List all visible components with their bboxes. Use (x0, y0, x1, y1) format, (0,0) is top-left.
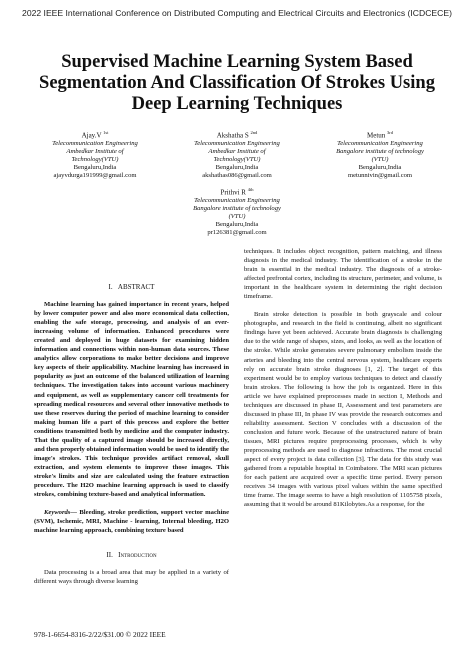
body-paragraph: Brain stroke detection is possible in both grayscale and colour photographs, and research in the field is continuing, albeit no significant findings have yet been achieved. Accurate brain diagnosis is challenging due to the wide range of shapes, sizes, and looks, as well as the location of the stroke. While stroke generates severe pulmonary embolism inside the arteries and bleeding into the central nervous system, healthcare experts rely on accurate brain stroke diagnoses [1, 2]. The target of this experiment would be to employ various techniques to detect and classify brain strokes. The following is how the job is organized. Here in this article we have explained preprocesses made in section I, Methods and techniques are discussed in phase II, Assessment and test parameters are discussed in phase III, In phase IV was provide the research outcomes and reliability assessment. Section V concludes with a discussion of the conclusion and future work. Because of the unstructured nature of brain tissues, MRI pictures require preprocessing processes, which is why preprocessing methods are used to diagnose infractions. The most crucial aspect of every project is data collection [3]. The data for this study was gathered from a reputable hospital in Coimbatore. The MRI scan pictures for each patient are acquired over a specific time period. Every person receives 34 images with various pixel values within the same specified time frame. The image seems to have a high resolution of 1105758 pixels, assuming that it would be around 81Kilobytes.As a response, for the (244, 311, 442, 509)
author-affiliation-line: Telecommunication Engineering (194, 197, 280, 205)
author-affiliation-line: Telecommunication Engineering (194, 140, 280, 148)
copyright-footer: 978-1-6654-8316-2/22/$31.00 © 2022 IEEE (34, 630, 166, 639)
keywords-label: Keywords— (44, 509, 77, 517)
author-name: Metun (366, 131, 386, 140)
abstract-heading (34, 283, 229, 292)
author-affiliation-line: Telecommunication Engineering (337, 140, 423, 148)
author-city: Bengaluru,India (215, 220, 259, 228)
author-name: Ajay.V (81, 131, 102, 140)
author-city: Bengaluru,India (73, 163, 117, 171)
author-block-2 (172, 129, 302, 180)
author-name: Prithvi R (220, 188, 246, 197)
body-paragraph: techniques. It includes object recognition, pattern matching, and illness diagnosis in the medical industry. The identification of a stroke in the brain is essential in the medical industry. The diagnosis of a stroke-affected prefrontal cortex, including its structure, perimeter, and volume, is important in the healthcare system in determining the right decision timeframe. (244, 248, 442, 301)
author-affiliation-line: Ambedkar Institute of (66, 148, 124, 156)
paper-title: Supervised Machine Learning System Based Segmentation And Classification Of Strokes Using Deep Learning Techniques (39, 52, 435, 114)
section-title: Introduction (118, 551, 157, 560)
section-title: ABSTRACT (117, 283, 155, 291)
author-city: Bengaluru,India (215, 163, 259, 171)
introduction-heading (34, 551, 229, 560)
right-column (244, 247, 442, 518)
author-order: 4th (247, 187, 254, 192)
abstract-text: Machine learning has gained importance in recent years, helped by lower computer power and also more economical data collection, enabling the safe storage, processing, and analysis of an ever-increasing volume of information. Enhanced procedures were created and deployed in huge datasets for examining hidden information and connections within non-human data sources. These analytics allow corporations to make better decisions and improve key aspects of their applicability. Machine learning has increased in popularity as just an outcome of the balanced utilization of learning techniques. The investigation takes into account various machinery and equipment, as well as supplementary cancer cell treatments for spreading medical resources and several other innovative methods to use these reserves during the period of machine learning to consider making human life a part of this process and explore the better conditions transmitted both by medicine and the computer industry. That the quality of a captured image should be increased directly, and then properly obtained information would be used to identify the image's strokes. This technique provides artifact removal, skull extraction, and system elements to improve those images. This stroke's limits and size are calculated using the feature extraction procedure. The H2O machine learning approach is used to classify strokes, combining texture-based and analytical information. (34, 301, 229, 499)
author-order: 3rd (387, 130, 394, 135)
author-affiliation-line: Bangalore institute of technology (193, 205, 281, 213)
keywords (34, 508, 229, 535)
author-name: Akshatha S (216, 131, 249, 140)
author-block-3 (314, 129, 446, 180)
keywords-text: Bleeding, stroke prediction, support vector machine (SVM), Ischemic, MRI, Machine - learning, Internal bleeding, H2O machine learning approach, combining texture based (34, 509, 229, 535)
author-block-1 (30, 129, 160, 180)
author-affiliation-line: (VTU) (228, 213, 246, 221)
author-order: 1st (103, 130, 109, 135)
author-order: 2nd (250, 130, 258, 135)
left-column (34, 283, 229, 595)
author-affiliation-line: Technology(VTU) (213, 156, 261, 164)
author-affiliation-line: Ambedkar Institute of (208, 148, 266, 156)
author-block-4 (172, 186, 302, 237)
author-email: akshathas086@gmail.com (202, 171, 272, 179)
author-affiliation-line: Bangalore institute of technology (336, 148, 424, 156)
conference-header: 2022 IEEE International Conference on Distributed Computing and Electrical Circuits and Electronics (ICDCECE) (22, 8, 452, 18)
author-email: ajayvdurga191999@gmail.com (53, 171, 137, 179)
section-number: II. (106, 551, 113, 560)
introduction-text: Data processing is a broad area that may be applied in a variety of different ways through diverse learning (34, 569, 229, 586)
author-city: Bengaluru,India (358, 163, 402, 171)
author-affiliation-line: Telecommunication Engineering (52, 140, 138, 148)
author-affiliation-line: Technology(VTU) (71, 156, 119, 164)
author-email: pr126381@gmail.com (207, 228, 267, 236)
author-email: metunnivin@gmail.com (347, 171, 413, 179)
author-affiliation-line: (VTU) (371, 156, 389, 164)
section-number: I. (108, 283, 113, 291)
